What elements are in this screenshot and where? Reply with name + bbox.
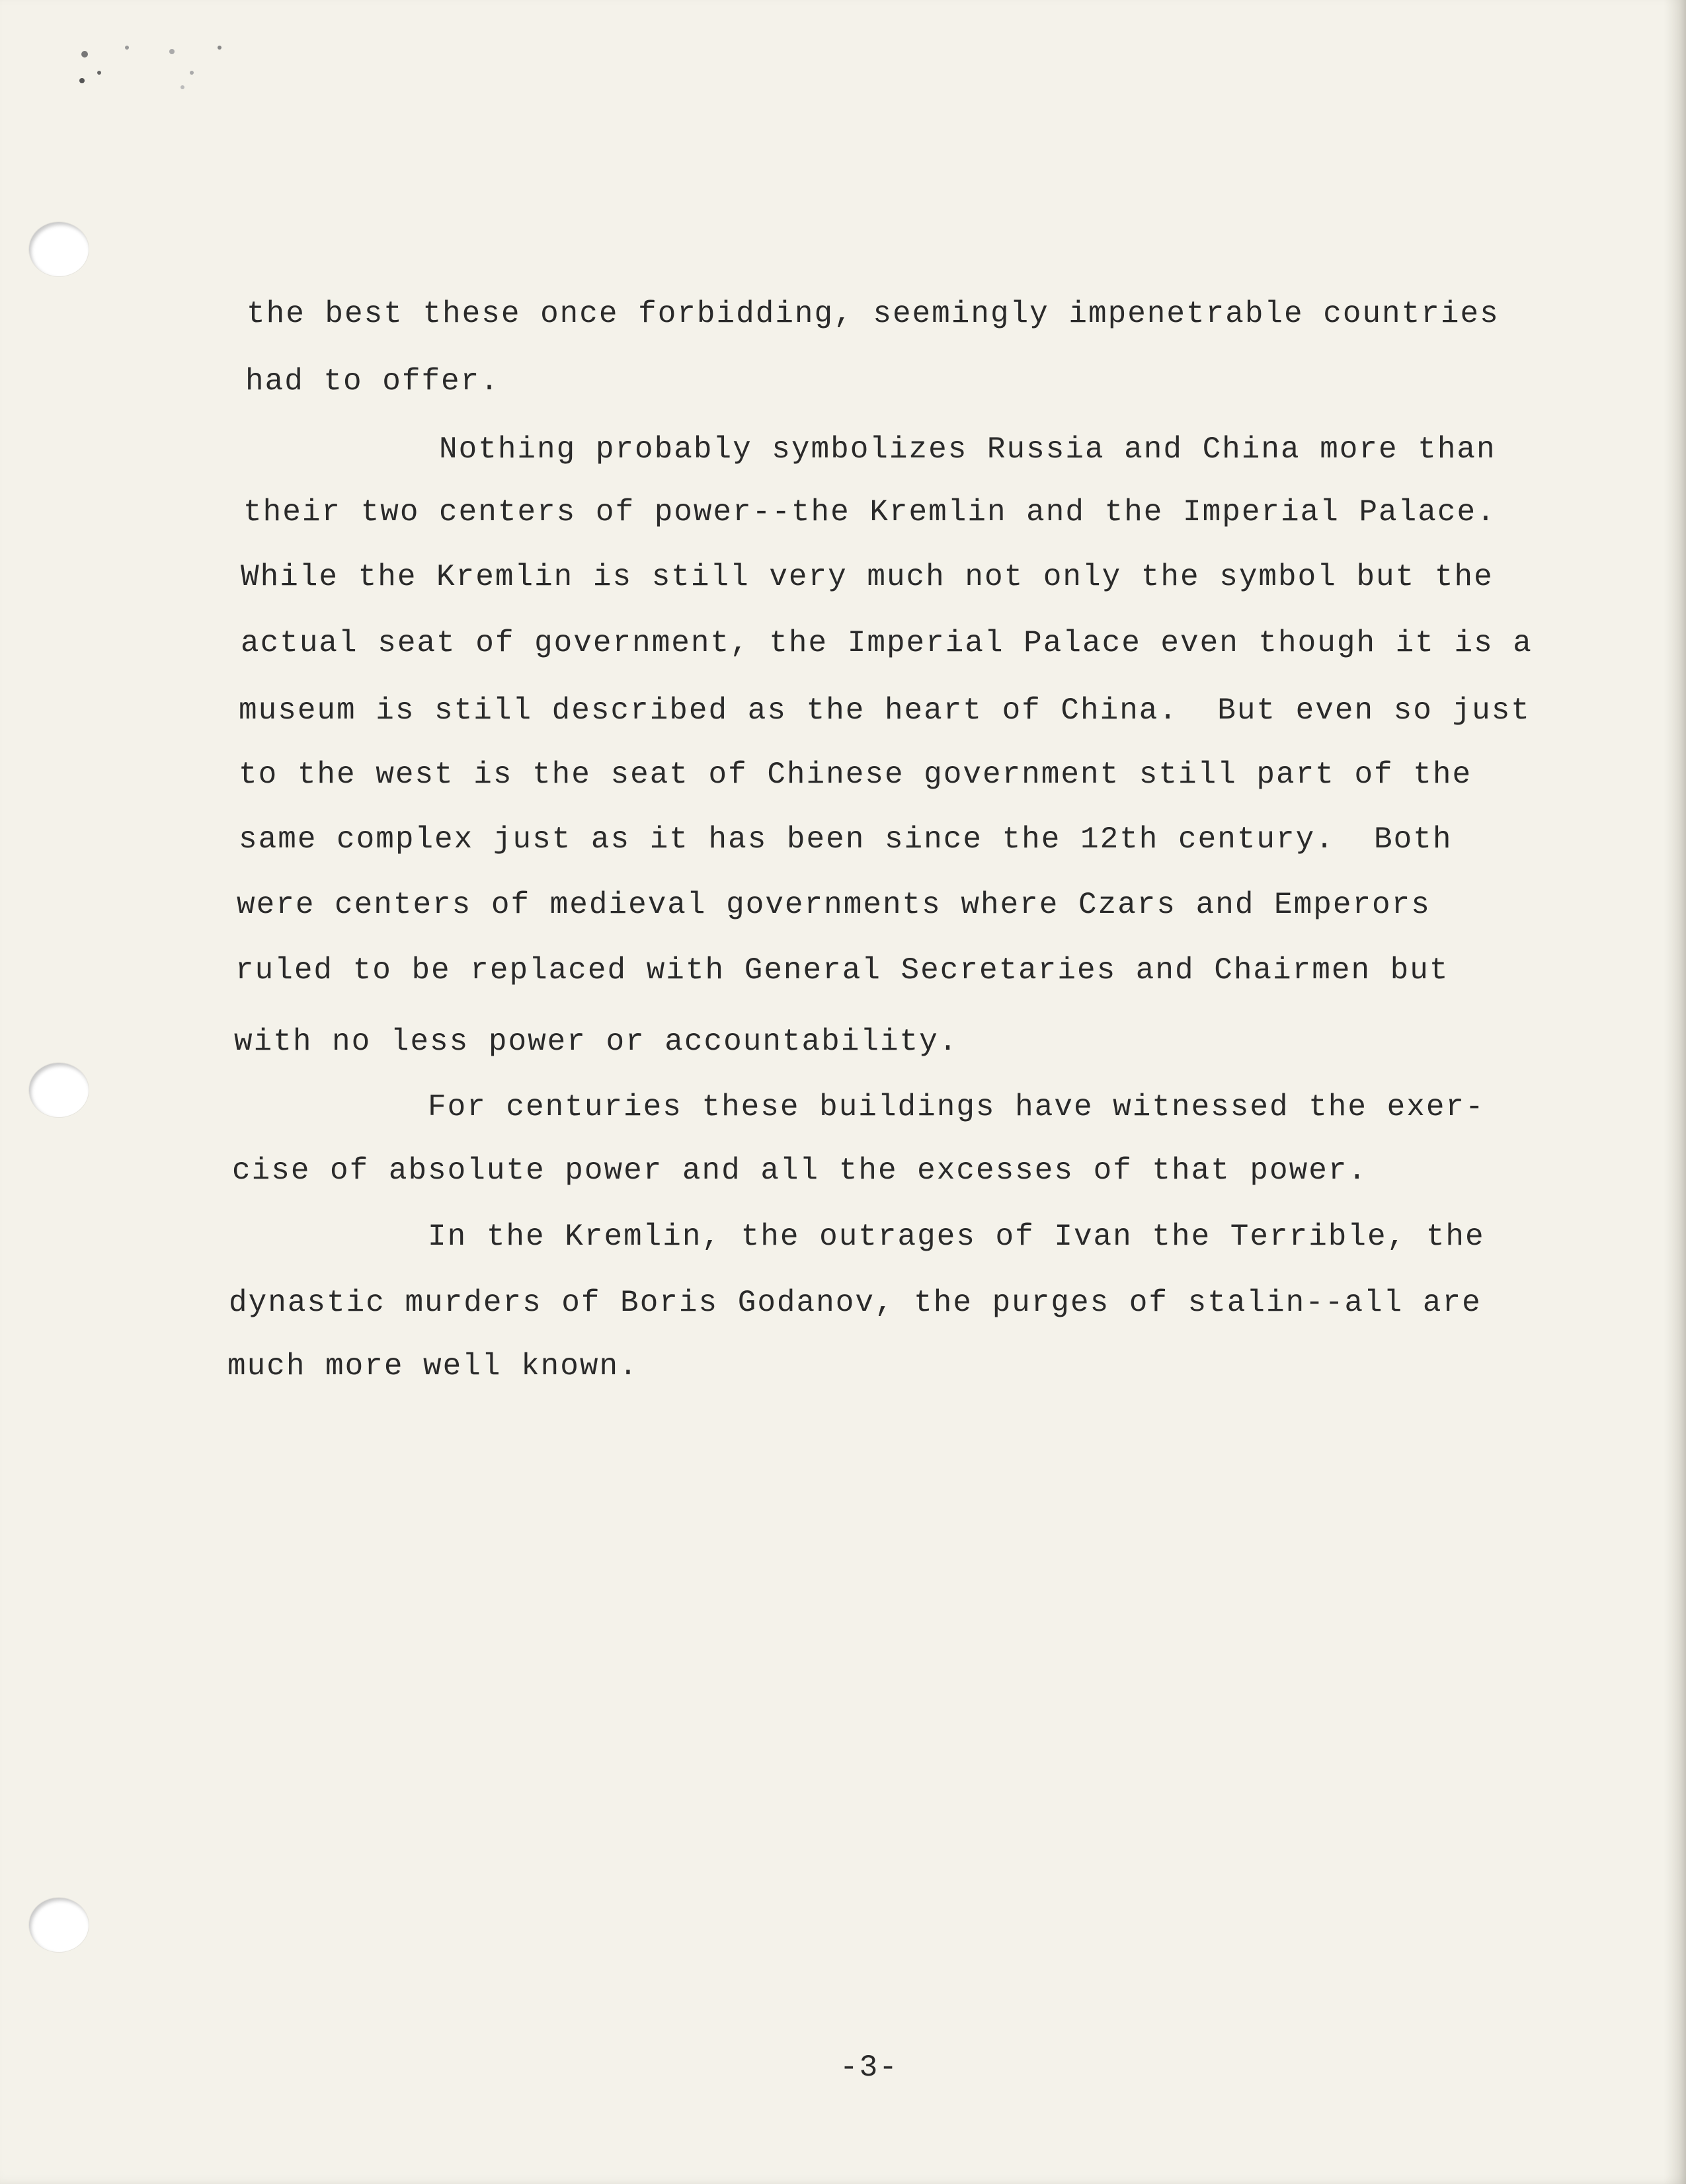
- punch-hole: [29, 1898, 89, 1952]
- text-line: ruled to be replaced with General Secretaries and Chairmen but: [235, 953, 1449, 988]
- text-line: their two centers of power--the Kremlin and the Imperial Palace.: [243, 495, 1496, 529]
- paragraph-first-line: Nothing probably symbolizes Russia and China more than: [439, 432, 1496, 467]
- text-line: museum is still described as the heart of China. But even so just: [239, 693, 1531, 728]
- text-line: cise of absolute power and all the excesses of that power.: [232, 1153, 1368, 1188]
- page-number: -3-: [840, 2050, 899, 2085]
- text-line: were centers of medieval governments where Czars and Emperors: [237, 888, 1431, 922]
- text-line: actual seat of government, the Imperial Palace even though it is a: [241, 626, 1533, 660]
- paragraph-first-line: In the Kremlin, the outrages of Ivan the Terrible, the: [428, 1220, 1485, 1254]
- text-line: with no less power or accountability.: [234, 1025, 959, 1059]
- text-line: much more well known.: [227, 1349, 639, 1384]
- punch-hole: [29, 1063, 89, 1117]
- text-line: dynastic murders of Boris Godanov, the purges of stalin--all are: [229, 1286, 1482, 1320]
- text-line: the best these once forbidding, seemingly impenetrable countries: [247, 297, 1500, 331]
- text-line: had to offer.: [245, 364, 500, 399]
- text-line: to the west is the seat of Chinese government still part of the: [239, 758, 1472, 792]
- paragraph-first-line: For centuries these buildings have witnessed the exer-: [428, 1090, 1485, 1124]
- text-line: While the Kremlin is still very much not only the symbol but the: [241, 560, 1494, 594]
- text-line: same complex just as it has been since the 12th century. Both: [239, 822, 1453, 857]
